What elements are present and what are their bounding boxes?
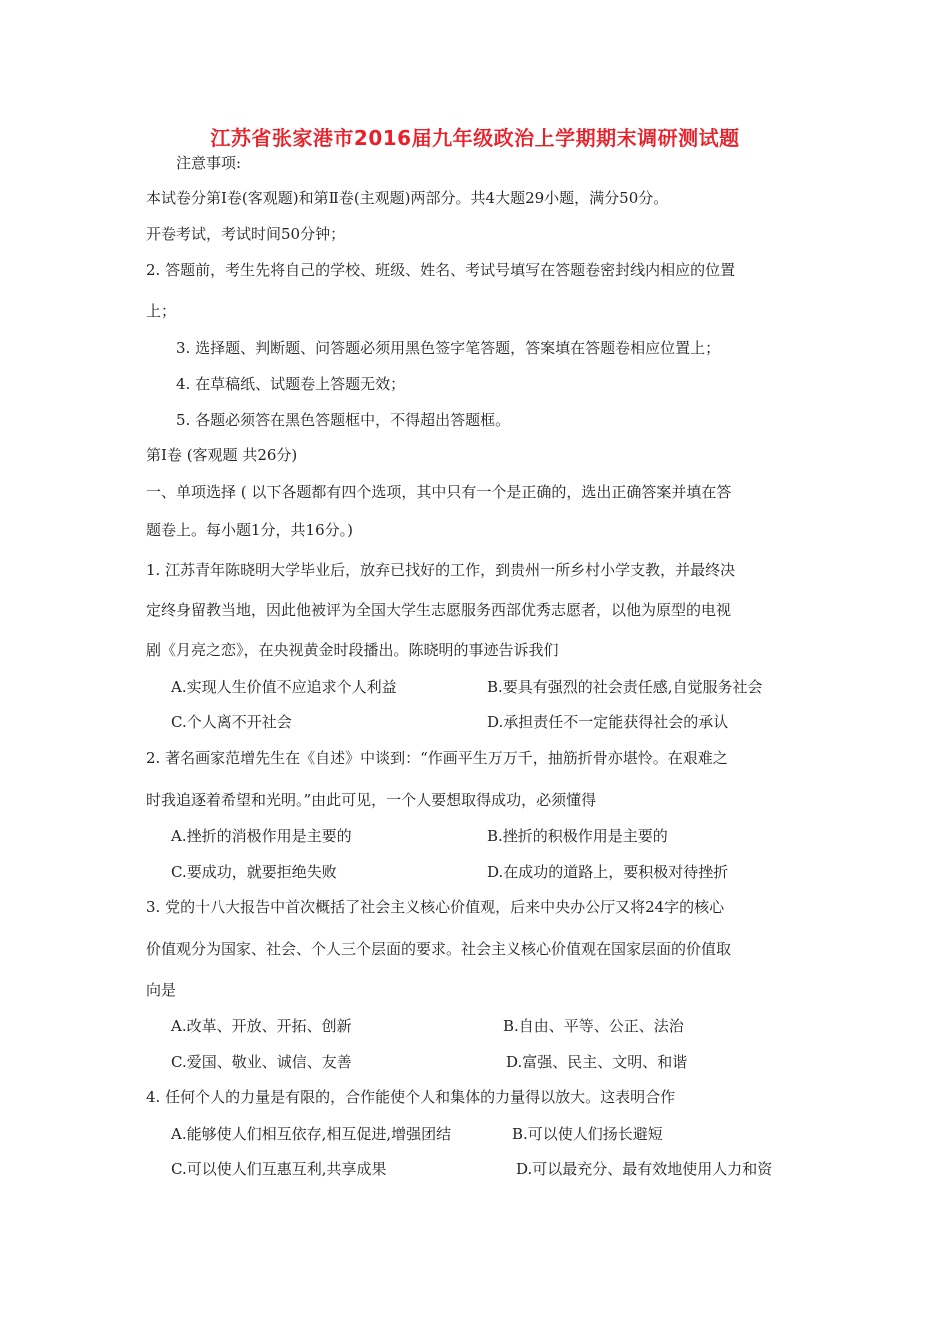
option-a: A.挫折的消极作用是主要的 [171,827,352,845]
option-c: C.个人离不开社会 [171,713,292,731]
question-text: 定终身留教当地，因此他被评为全国大学生志愿服务西部优秀志愿者，以他为原型的电视 [146,601,732,619]
option-d: D.富强、民主、文明、和谐 [506,1053,688,1071]
question-text: 4. 任何个人的力量是有限的，合作能使个人和集体的力量得以放大。这表明合作 [146,1088,676,1106]
question-text: 价值观分为国家、社会、个人三个层面的要求。社会主义核心价值观在国家层面的价值取 [146,940,732,958]
option-b: B.可以使人们扬长避短 [512,1125,663,1143]
option-d: D.在成功的道路上，要积极对待挫折 [487,863,729,881]
notice-line: 上； [146,302,177,320]
option-b: B.要具有强烈的社会责任感,自觉服务社会 [487,678,763,696]
notice-line: 开卷考试，考试时间50分钟； [146,225,346,243]
notice-line: 本试卷分第Ⅰ卷(客观题)和第Ⅱ卷(主观题)两部分。共4大题29小题，满分50分。 [146,189,669,207]
document-title: 江苏省张家港市2016届九年级政治上学期期末调研测试题 [210,126,740,150]
section-heading: 第Ⅰ卷 (客观题 共26分) [146,446,298,464]
question-text: 3. 党的十八大报告中首次概括了社会主义核心价值观，后来中央办公厅又将24字的核心 [146,898,725,916]
section-instruction: 题卷上。每小题1分，共16分。) [146,521,353,539]
notice-line: 4. 在草稿纸、试题卷上答题无效； [176,375,406,393]
notice-line: 5. 各题必须答在黑色答题框中，不得超出答题框。 [176,411,511,429]
notice-line: 3. 选择题、判断题、问答题必须用黑色签字笔答题，答案填在答题卷相应位置上； [176,339,721,357]
option-c: C.爱国、敬业、诚信、友善 [171,1053,352,1071]
question-text: 时我追逐着希望和光明。”由此可见，一个人要想取得成功，必须懂得 [146,791,597,809]
section-instruction: 一、单项选择 ( 以下各题都有四个选项，其中只有一个是正确的，选出正确答案并填在答 [146,483,732,501]
question-text: 向是 [146,981,177,999]
option-d: D.可以最充分、最有效地使用人力和资 [516,1160,773,1178]
option-d: D.承担责任不一定能获得社会的承认 [487,713,729,731]
option-a: A.能够使人们相互依存,相互促进,增强团结 [171,1125,452,1143]
option-a: A.改革、开放、开拓、创新 [171,1017,352,1035]
question-text: 2. 著名画家范增先生在《自述》中谈到：“作画平生万万千，抽筋折骨亦堪怜。在艰难之 [146,749,728,767]
notice-line: 2. 答题前，考生先将自己的学校、班级、姓名、考试号填写在答题卷密封线内相应的位置 [146,261,736,279]
option-c: C.可以使人们互惠互利,共享成果 [171,1160,387,1178]
question-text: 1. 江苏青年陈晓明大学毕业后，放弃已找好的工作，到贵州一所乡村小学支教，并最终决 [146,561,736,579]
option-b: B.挫折的积极作用是主要的 [487,827,668,845]
option-a: A.实现人生价值不应追求个人利益 [171,678,397,696]
option-c: C.要成功，就要拒绝失败 [171,863,337,881]
question-text: 剧《月亮之恋》，在央视黄金时段播出。陈晓明的事迹告诉我们 [146,641,559,659]
option-b: B.自由、平等、公正、法治 [503,1017,684,1035]
notice-heading: 注意事项: [176,154,242,172]
